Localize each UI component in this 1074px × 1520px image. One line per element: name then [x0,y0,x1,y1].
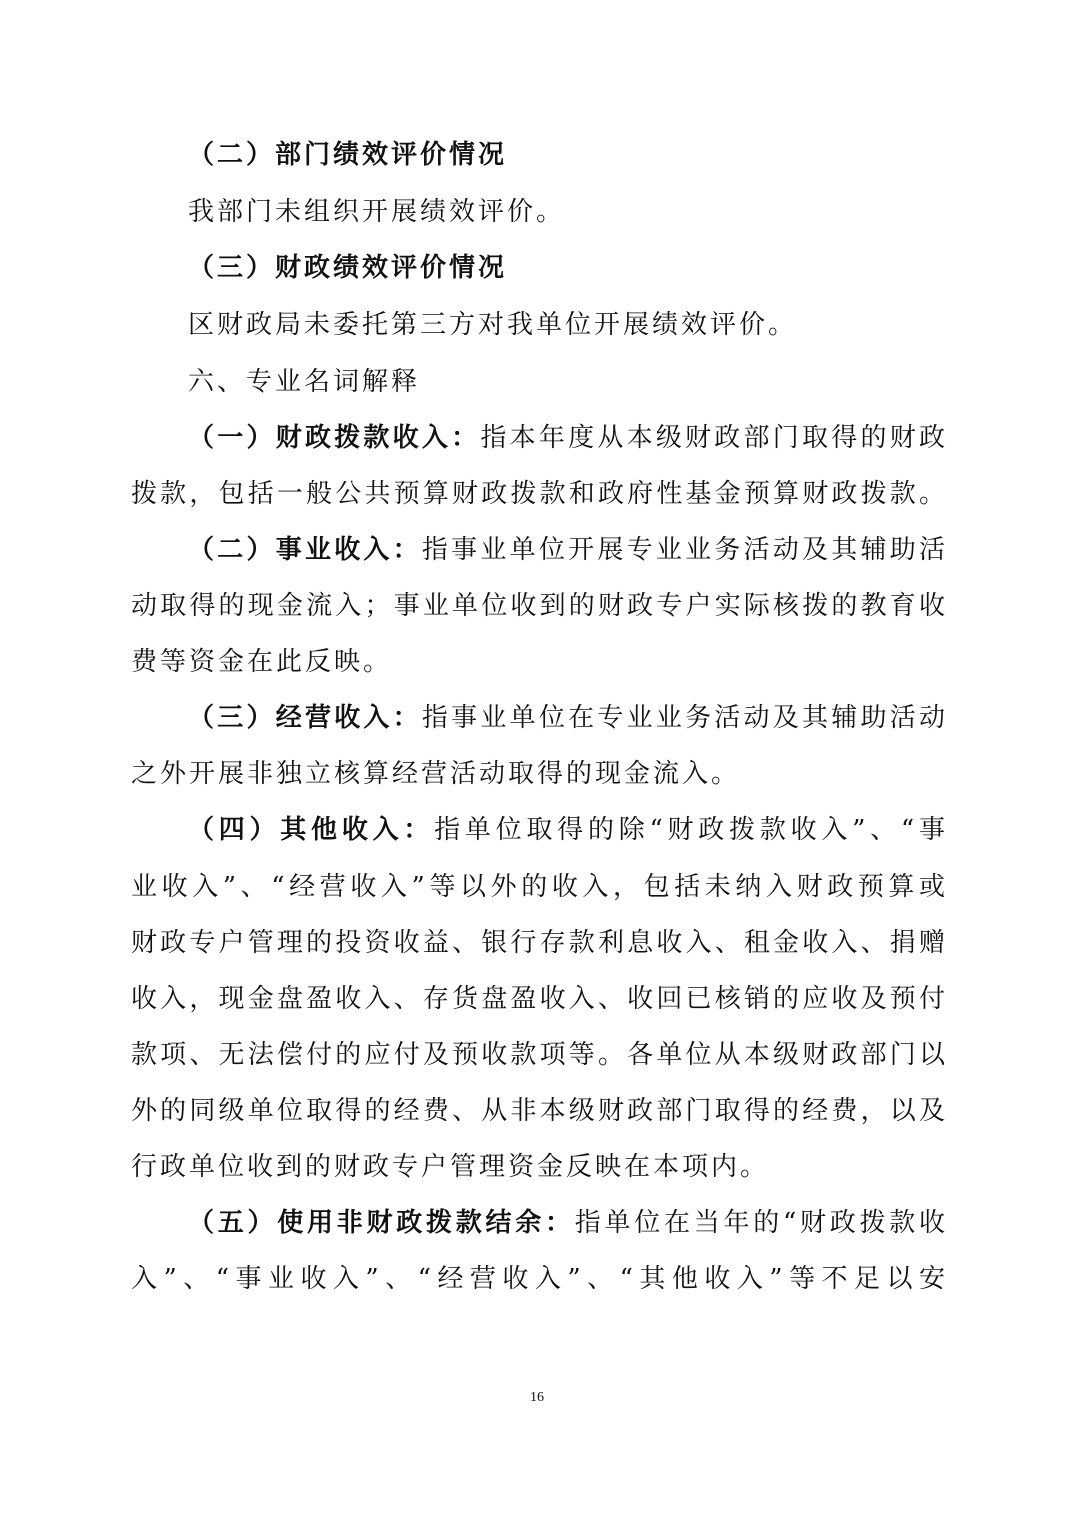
heading-text: （二）部门绩效评价情况 [188,140,508,170]
paragraph-line [131,870,945,904]
heading-text: 六、专业名词解释 [188,367,421,397]
heading-text: （三）财政绩效评价情况 [188,253,508,283]
term-label: （三）经营收入： [188,703,422,733]
paragraph-line [131,589,945,623]
term-other-income [188,813,945,847]
line-text: 业收入”、“经营收入”等以外的收入，包括未纳入财政预算或 [131,872,945,902]
line-text: 财政专户管理的投资收益、银行存款利息收入、租金收入、捐赠 [131,928,945,958]
line-text: 指事业单位开展专业业务活动及其辅助活 [421,535,945,565]
line-text: 指单位取得的除“财政拨款收入”、“事 [434,815,945,845]
line-text: 拨款，包括一般公共预算财政拨款和政府性基金预算财政拨款。 [131,479,945,509]
term-operating-income [188,701,945,735]
term-label: （五）使用非财政拨款结余： [188,1208,575,1238]
paragraph-line [131,1038,945,1072]
term-label: （四）其他收入： [188,815,435,845]
line-text: 收入，现金盘盈收入、存货盘盈收入、收回已核销的应收及预付 [131,984,945,1014]
term-label: （二）事业收入： [188,535,422,565]
paragraph-line [131,1150,945,1184]
term-non-fiscal-balance [188,1206,945,1240]
line-text: 外的同级单位取得的经费、从非本级财政部门取得的经费，以及 [131,1096,945,1126]
line-text: 指事业单位在专业业务活动及其辅助活动 [421,703,945,733]
paragraph-line [131,982,945,1016]
section-heading-terms [188,365,945,399]
line-text: 区财政局未委托第三方对我单位开展绩效评价。 [188,310,798,340]
paragraph-line [131,477,945,511]
line-text: 动取得的现金流入；事业单位收到的财政专户实际核拨的教育收 [131,591,945,621]
line-text: 指单位在当年的“财政拨款收 [574,1208,945,1238]
term-fiscal-appropriation [188,421,945,455]
paragraph-line [131,645,945,679]
paragraph-line [131,926,945,960]
line-text: 之外开展非独立核算经营活动取得的现金流入。 [131,759,741,789]
term-business-income [188,533,945,567]
paragraph-line [188,195,945,229]
heading-department-evaluation [188,138,945,172]
paragraph-line [131,1094,945,1128]
paragraph-line [131,1262,945,1296]
line-text: 入”、“事业收入”、“经营收入”、“其他收入”等不足以安 [131,1264,945,1294]
line-text: 指本年度从本级财政部门取得的财政 [480,423,945,453]
term-label: （一）财政拨款收入： [188,423,481,453]
line-text: 费等资金在此反映。 [131,647,393,677]
paragraph-line [188,308,945,342]
line-text: 款项、无法偿付的应付及预收款项等。各单位从本级财政部门以 [131,1040,945,1070]
page-number: 16 [530,1390,544,1405]
heading-finance-evaluation [188,251,945,285]
paragraph-line [131,757,945,791]
line-text: 行政单位收到的财政专户管理资金反映在本项内。 [131,1152,770,1182]
line-text: 我部门未组织开展绩效评价。 [188,197,566,227]
